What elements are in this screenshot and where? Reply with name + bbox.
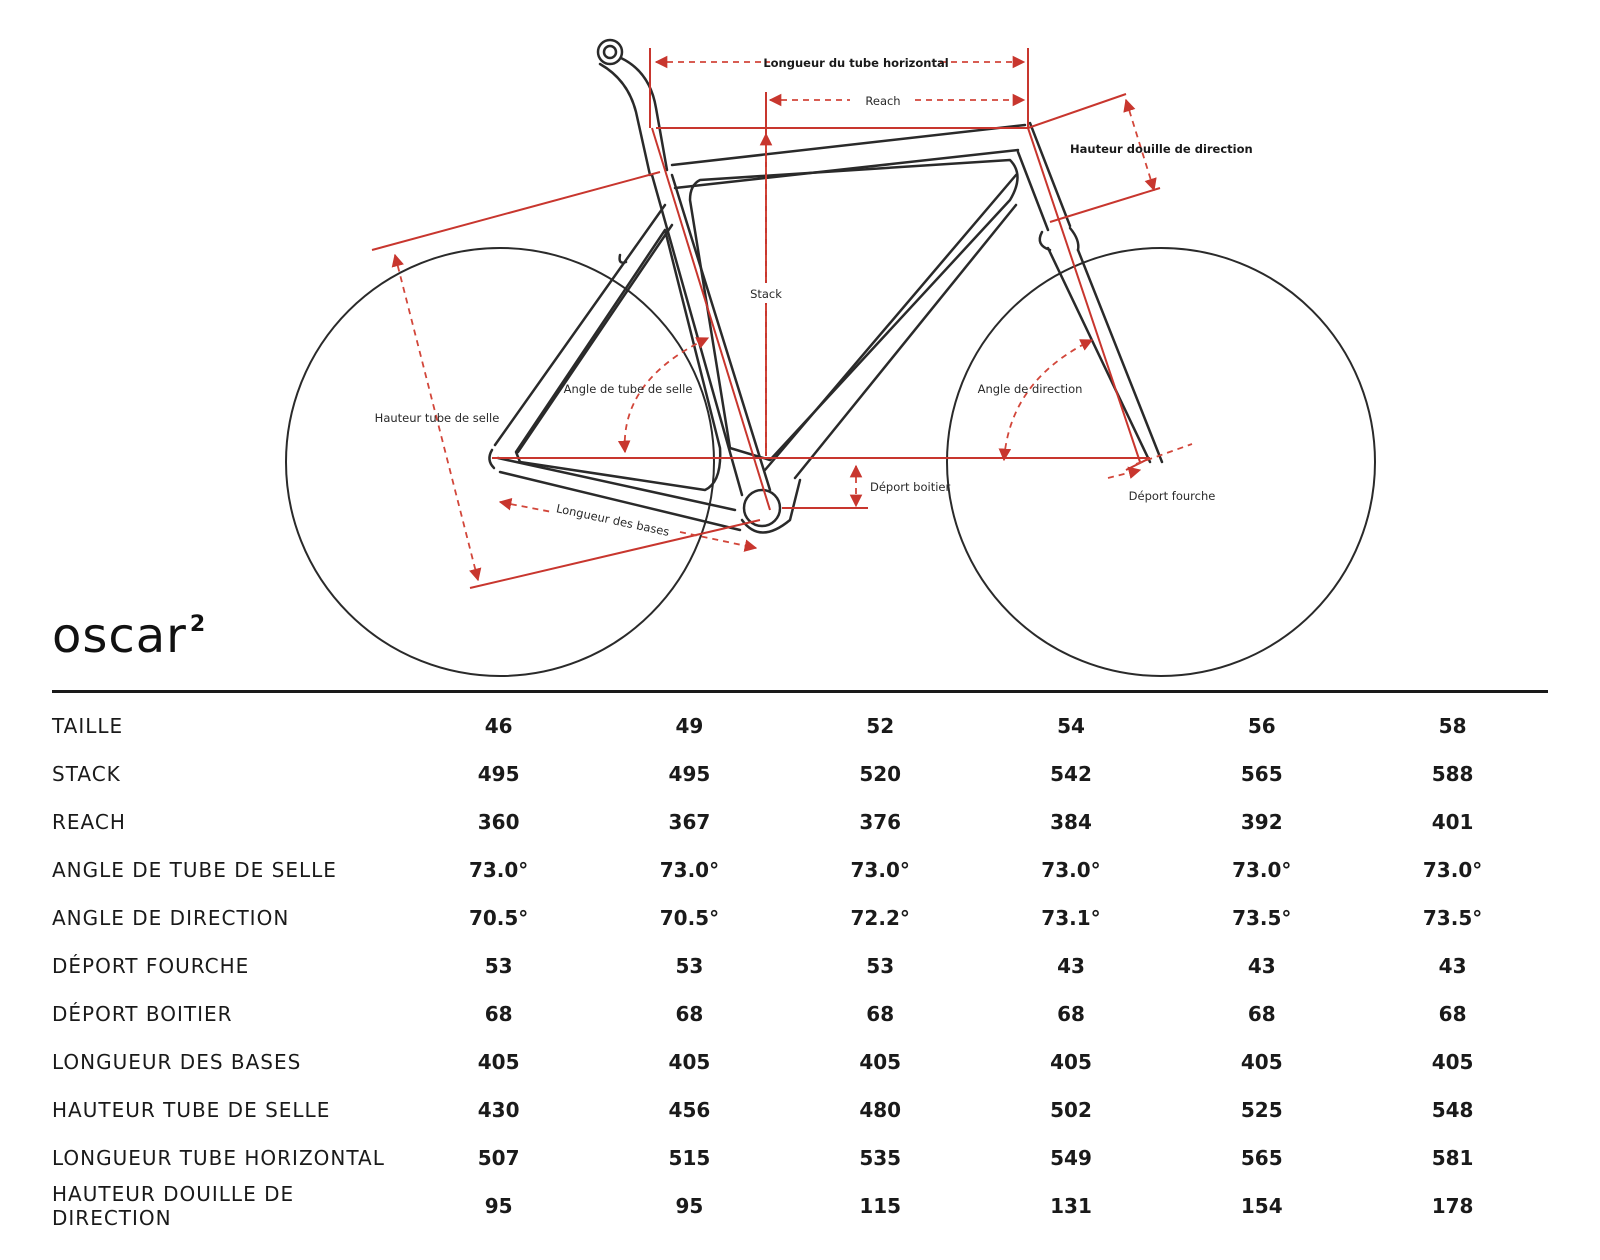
rear-wheel xyxy=(286,248,714,676)
row-label: ANGLE DE DIRECTION xyxy=(52,906,290,930)
cell-value: 542 xyxy=(1050,762,1092,786)
cell-value: 384 xyxy=(1050,810,1092,834)
label-head-angle: Angle de direction xyxy=(977,382,1083,396)
cell-value: 70.5° xyxy=(659,906,720,930)
cell-value: 549 xyxy=(1050,1146,1092,1170)
cell-value: 565 xyxy=(1240,1146,1283,1170)
row-label: STACK xyxy=(52,762,121,786)
cell-value: 525 xyxy=(1240,1098,1283,1122)
row-label: REACH xyxy=(52,810,126,834)
table-row xyxy=(52,750,1548,798)
cell-value: 581 xyxy=(1431,1146,1474,1170)
cell-value: 405 xyxy=(1431,1050,1474,1074)
cell-value: 53 xyxy=(484,954,513,978)
cell-value: 565 xyxy=(1240,762,1283,786)
cell-value: 70.5° xyxy=(468,906,529,930)
cell-value: 495 xyxy=(668,762,711,786)
cell-value: 405 xyxy=(1050,1050,1092,1074)
table-row xyxy=(52,846,1548,894)
model-name-text: oscar xyxy=(52,608,187,664)
measurement-lines xyxy=(372,48,1192,588)
label-seat-tube-angle: Angle de tube de selle xyxy=(563,382,693,396)
cell-value: 73.0° xyxy=(1422,858,1483,882)
cell-value: 405 xyxy=(477,1050,520,1074)
cell-value: 456 xyxy=(668,1098,711,1122)
cell-value: 52 xyxy=(866,714,895,738)
table-row xyxy=(52,942,1548,990)
table-row xyxy=(52,894,1548,942)
row-label: ANGLE DE TUBE DE SELLE xyxy=(52,858,337,882)
cell-value: 68 xyxy=(1247,1002,1276,1026)
cell-value: 360 xyxy=(477,810,520,834)
cell-value: 405 xyxy=(668,1050,711,1074)
cell-value: 53 xyxy=(866,954,895,978)
label-chainstay-length: Longueur des bases xyxy=(554,501,671,539)
cell-value: 43 xyxy=(1438,954,1467,978)
cell-value: 73.0° xyxy=(1232,858,1292,882)
cell-value: 73.0° xyxy=(850,858,910,882)
cell-value: 73.0° xyxy=(468,858,529,882)
table-row xyxy=(52,1086,1548,1134)
table-row xyxy=(52,1182,1548,1230)
row-label: DÉPORT FOURCHE xyxy=(52,954,250,978)
cell-value: 68 xyxy=(866,1002,895,1026)
table-row xyxy=(52,1038,1548,1086)
cell-value: 56 xyxy=(1247,714,1276,738)
cell-value: 392 xyxy=(1240,810,1283,834)
model-name-superscript: 2 xyxy=(189,612,207,637)
cell-value: 520 xyxy=(859,762,902,786)
cell-value: 68 xyxy=(484,1002,513,1026)
cell-value: 495 xyxy=(477,762,520,786)
row-label: HAUTEUR DOUILLE DE DIRECTION xyxy=(52,1182,295,1230)
row-label: LONGUEUR TUBE HORIZONTAL xyxy=(52,1146,385,1170)
table-row xyxy=(52,990,1548,1038)
geometry-table xyxy=(52,702,1548,1230)
label-stack: Stack xyxy=(750,287,782,301)
label-fork-offset: Déport fourche xyxy=(1128,489,1216,503)
cell-value: 401 xyxy=(1431,810,1474,834)
cell-value: 115 xyxy=(859,1194,902,1218)
table-divider xyxy=(52,690,1548,693)
cell-value: 68 xyxy=(1438,1002,1467,1026)
row-label: LONGUEUR DES BASES xyxy=(52,1050,302,1074)
cell-value: 535 xyxy=(859,1146,902,1170)
cell-value: 507 xyxy=(477,1146,520,1170)
cell-value: 405 xyxy=(859,1050,902,1074)
model-name xyxy=(52,608,207,664)
cell-value: 53 xyxy=(675,954,704,978)
cell-value: 68 xyxy=(1057,1002,1085,1026)
cell-value: 376 xyxy=(859,810,902,834)
cell-value: 73.1° xyxy=(1041,906,1101,930)
cell-value: 95 xyxy=(484,1194,513,1218)
cell-value: 73.0° xyxy=(659,858,720,882)
cell-value: 95 xyxy=(675,1194,704,1218)
cell-value: 548 xyxy=(1431,1098,1474,1122)
table-row xyxy=(52,1134,1548,1182)
cell-value: 43 xyxy=(1247,954,1276,978)
cell-value: 154 xyxy=(1240,1194,1283,1218)
cell-value: 480 xyxy=(859,1098,902,1122)
cell-value: 68 xyxy=(675,1002,704,1026)
cell-value: 131 xyxy=(1050,1194,1092,1218)
cell-value: 46 xyxy=(484,714,513,738)
cell-value: 54 xyxy=(1057,714,1085,738)
cell-value: 405 xyxy=(1240,1050,1283,1074)
row-label: TAILLE xyxy=(52,714,124,738)
label-reach: Reach xyxy=(865,94,901,108)
table-row xyxy=(52,702,1548,750)
row-label: HAUTEUR TUBE DE SELLE xyxy=(52,1098,331,1122)
cell-value: 430 xyxy=(477,1098,520,1122)
cell-value: 58 xyxy=(1438,714,1467,738)
cell-value: 43 xyxy=(1057,954,1085,978)
cell-value: 73.5° xyxy=(1422,906,1483,930)
label-bb-drop: Déport boitier xyxy=(870,480,951,494)
table-row xyxy=(52,798,1548,846)
cell-value: 73.5° xyxy=(1232,906,1292,930)
cell-value: 178 xyxy=(1431,1194,1474,1218)
cell-value: 588 xyxy=(1431,762,1474,786)
row-label: DÉPORT BOITIER xyxy=(52,1002,233,1026)
cell-value: 73.0° xyxy=(1041,858,1101,882)
cell-value: 367 xyxy=(668,810,711,834)
cell-value: 72.2° xyxy=(850,906,910,930)
label-seat-tube-height: Hauteur tube de selle xyxy=(374,411,500,425)
label-top-tube-length: Longueur du tube horizontal xyxy=(763,56,949,70)
cell-value: 502 xyxy=(1050,1098,1092,1122)
cell-value: 515 xyxy=(668,1146,711,1170)
cell-value: 49 xyxy=(675,714,704,738)
label-head-tube-height: Hauteur douille de direction xyxy=(1070,142,1253,156)
